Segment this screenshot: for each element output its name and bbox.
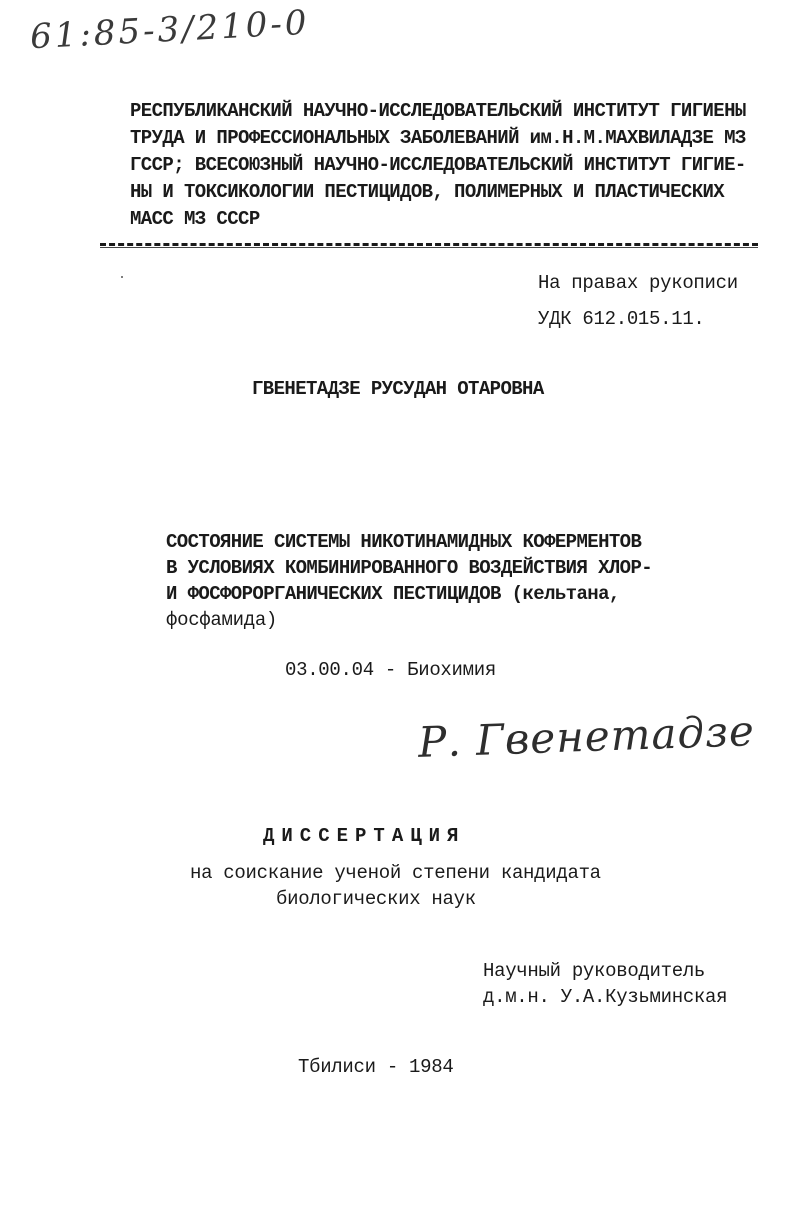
archive-note-handwritten: 61:85-3/210-0 bbox=[29, 2, 311, 58]
rights-reserved: На правах рукописи bbox=[538, 272, 738, 294]
title-line-1: СОСТОЯНИЕ СИСТЕМЫ НИКОТИНАМИДНЫХ КОФЕРМЕНТОВ bbox=[166, 531, 642, 553]
city-year: Тбилиси - 1984 bbox=[298, 1056, 454, 1078]
header-line-4: НЫ И ТОКСИКОЛОГИИ ПЕСТИЦИДОВ, ПОЛИМЕРНЫХ И ПЛАСТИЧЕСКИХ bbox=[130, 181, 725, 203]
degree-line-2: биологических наук bbox=[276, 888, 476, 910]
header-line-5: МАСС МЗ СССР bbox=[130, 208, 260, 230]
header-line-1: РЕСПУБЛИКАНСКИЙ НАУЧНО-ИССЛЕДОВАТЕЛЬСКИЙ ИНСТИТУТ ГИГИЕНЫ bbox=[130, 100, 746, 122]
header-line-3: ГССР; ВСЕСОЮЗНЫЙ НАУЧНО-ИССЛЕДОВАТЕЛЬСКИЙ ИНСТИТУТ ГИГИЕ- bbox=[130, 154, 746, 176]
dissertation-label: ДИССЕРТАЦИЯ bbox=[263, 825, 466, 847]
udk-code: УДК 612.015.11. bbox=[538, 308, 705, 330]
header-line-2: ТРУДА И ПРОФЕССИОНАЛЬНЫХ ЗАБОЛЕВАНИЙ им.Н.М.МАХВИЛАДЗЕ МЗ bbox=[130, 127, 746, 149]
supervisor-role: Научный руководитель bbox=[483, 960, 706, 982]
author-signature: Р. Гвенетадзе bbox=[417, 706, 756, 767]
specialty-code: 03.00.04 - Биохимия bbox=[285, 659, 496, 681]
header-divider-underline bbox=[100, 247, 758, 248]
header-divider bbox=[100, 243, 758, 246]
title-line-2: В УСЛОВИЯХ КОМБИНИРОВАННОГО ВОЗДЕЙСТВИЯ ХЛОР- bbox=[166, 557, 653, 579]
supervisor-name: д.м.н. У.А.Кузьминская bbox=[483, 986, 728, 1008]
title-line-4: фосфамида) bbox=[166, 609, 278, 631]
title-line-3: И ФОСФОРОРГАНИЧЕСКИХ ПЕСТИЦИДОВ (кельтана, bbox=[166, 583, 620, 605]
degree-line-1: на соискание ученой степени кандидата bbox=[190, 862, 601, 884]
speck bbox=[121, 276, 123, 278]
author-name: ГВЕНЕТАДЗЕ РУСУДАН ОТАРОВНА bbox=[252, 378, 544, 400]
